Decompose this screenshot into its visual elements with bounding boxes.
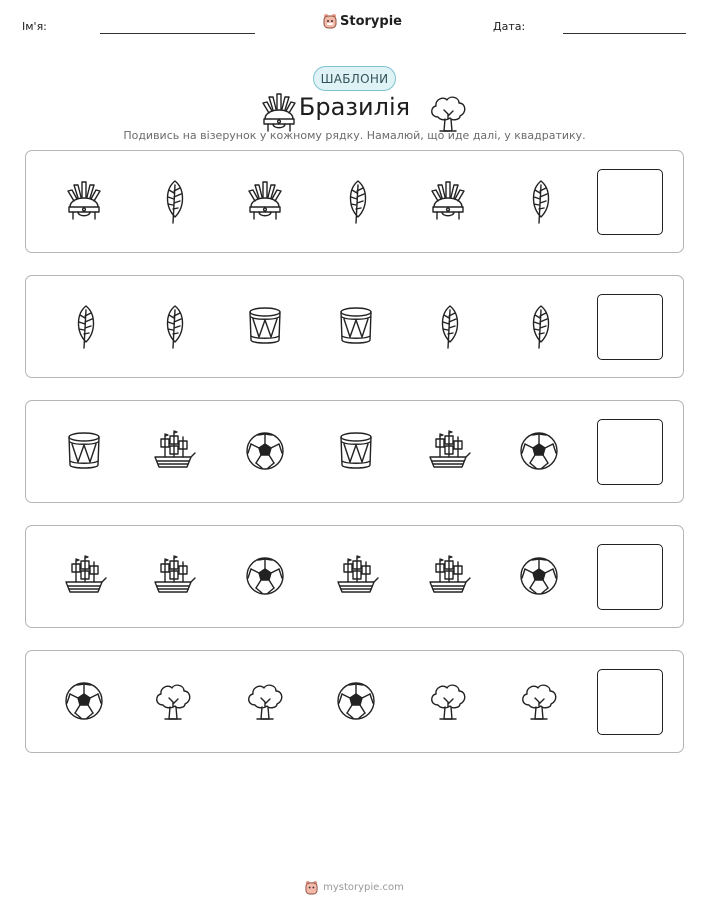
ship-icon: [60, 552, 108, 600]
tree-icon: [424, 89, 456, 121]
drum-icon: [241, 302, 289, 350]
date-line[interactable]: [563, 33, 686, 34]
soccer-ball-icon: [241, 427, 289, 475]
pattern-row: [25, 525, 684, 628]
brand-name: Storypie: [340, 13, 402, 29]
name-label: Ім'я:: [22, 20, 47, 33]
date-label: Дата:: [493, 20, 526, 33]
ship-icon: [149, 552, 197, 600]
headdress-icon: [424, 177, 472, 225]
drum-icon: [332, 302, 380, 350]
tree-icon: [424, 677, 472, 725]
drum-icon: [332, 427, 380, 475]
mascot-icon: [323, 13, 337, 29]
answer-box[interactable]: [597, 544, 663, 610]
feather-icon: [424, 302, 472, 350]
feather-icon: [332, 177, 380, 225]
answer-box[interactable]: [597, 169, 663, 235]
ship-icon: [149, 427, 197, 475]
footer-url[interactable]: mystorypie.com: [323, 882, 404, 893]
category-badge: ШАБЛОНИ: [313, 66, 396, 91]
name-line[interactable]: [100, 33, 255, 34]
feather-icon: [149, 177, 197, 225]
ship-icon: [424, 552, 472, 600]
feather-icon: [60, 302, 108, 350]
tree-icon: [515, 677, 563, 725]
instructions: Подивись на візерунок у кожному рядку. Намалюй, що йде далі, у квадратику.: [123, 129, 586, 142]
drum-icon: [60, 427, 108, 475]
pattern-row: [25, 650, 684, 753]
pattern-row: [25, 150, 684, 253]
tree-icon: [241, 677, 289, 725]
soccer-ball-icon: [515, 427, 563, 475]
ship-icon: [332, 552, 380, 600]
answer-box[interactable]: [597, 294, 663, 360]
mascot-icon: [305, 880, 318, 895]
soccer-ball-icon: [515, 552, 563, 600]
pattern-row: [25, 400, 684, 503]
feather-icon: [149, 302, 197, 350]
footer: [0, 880, 709, 895]
answer-box[interactable]: [597, 419, 663, 485]
feather-icon: [515, 302, 563, 350]
tree-icon: [149, 677, 197, 725]
answer-box[interactable]: [597, 669, 663, 735]
soccer-ball-icon: [332, 677, 380, 725]
ship-icon: [424, 427, 472, 475]
soccer-ball-icon: [60, 677, 108, 725]
brand-logo: [323, 13, 402, 29]
headdress-icon: [241, 177, 289, 225]
page-title: Бразилія: [298, 93, 411, 121]
pattern-row: [25, 275, 684, 378]
feather-icon: [515, 177, 563, 225]
soccer-ball-icon: [241, 552, 289, 600]
headdress-icon: [60, 177, 108, 225]
headdress-icon: [255, 89, 287, 121]
